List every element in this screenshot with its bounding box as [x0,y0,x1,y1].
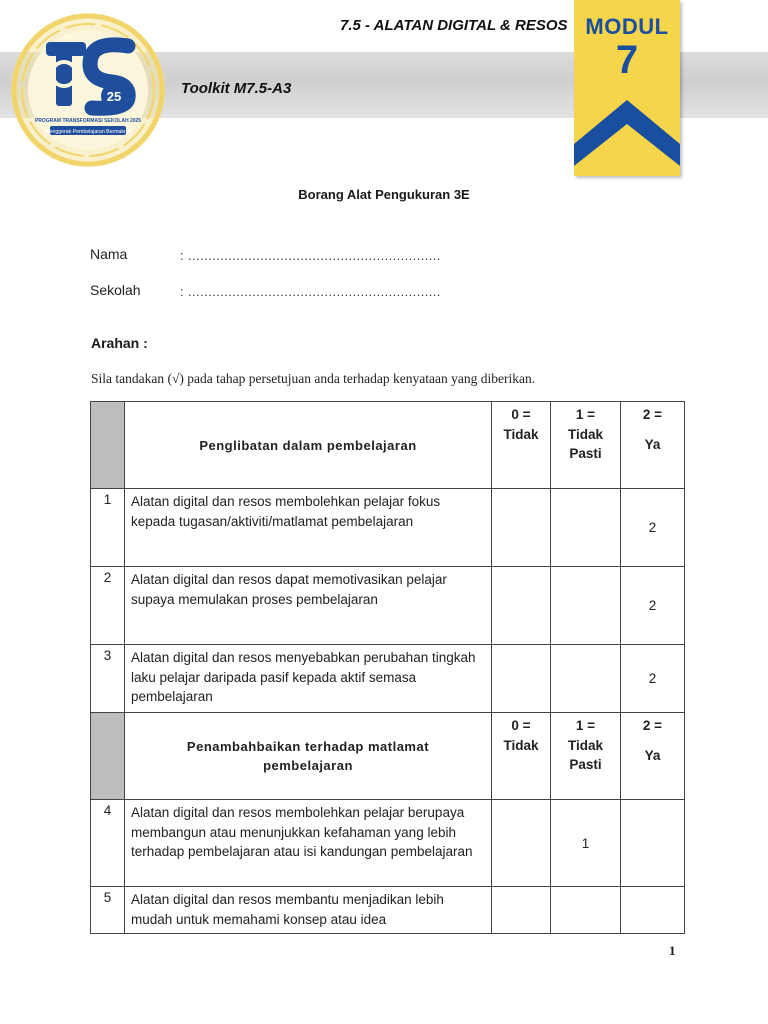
scale-header-0: 0 = Tidak [492,402,551,489]
row-number: 4 [91,800,125,887]
row-number: 5 [91,887,125,934]
section-header-row [91,713,685,800]
logo-line2: Penggerak Pembelajaran Bermakna [46,129,130,135]
scale-header-1: 1 = Tidak Pasti [551,713,621,800]
scale-header-0: 0 = Tidak [492,713,551,800]
arahan-heading: Arahan : [91,335,148,351]
row-statement: Alatan digital dan resos dapat memotivasikan pelajar supaya memulakan proses pembelajaran [125,567,492,645]
nama-field[interactable]: : ............................................................... [180,248,441,263]
toolkit-code: Toolkit M7.5-A3 [181,80,292,97]
badge-word: MODUL [585,14,669,39]
answer-cell-0[interactable] [492,887,551,934]
table-row [91,567,685,645]
section-marker [91,713,125,800]
ts25-logo [8,10,168,170]
scale-header-2: 2 = Ya [621,402,685,489]
answer-cell-2[interactable] [621,887,685,934]
answer-cell-2[interactable]: 2 [621,567,685,645]
answer-cell-1[interactable] [551,645,621,713]
scale-header-1: 1 = Tidak Pasti [551,402,621,489]
answer-cell-1[interactable] [551,887,621,934]
logo-line1: PROGRAM TRANSFORMASI SEKOLAH 2025 [34,118,142,124]
section-title: Penambahbaikan terhadap matlamat pembelajaran [125,713,492,800]
nama-label: Nama [90,246,128,262]
answer-cell-2[interactable] [621,800,685,887]
answer-cell-1[interactable] [551,567,621,645]
badge-number: 7 [615,38,639,82]
row-number: 3 [91,645,125,713]
row-statement: Alatan digital dan resos membolehkan pelajar fokus kepada tugasan/aktiviti/matlamat pembelajaran [125,489,492,567]
chevron-up-icon [574,100,680,166]
row-statement: Alatan digital dan resos menyebabkan perubahan tingkah laku pelajar daripada pasif kepada aktif semasa pembelajaran [125,645,492,713]
table-row [91,645,685,713]
answer-cell-1[interactable] [551,489,621,567]
sekolah-field[interactable]: : ............................................................... [180,284,441,299]
section-marker [91,402,125,489]
scale-header-2: 2 = Ya [621,713,685,800]
answer-cell-0[interactable] [492,645,551,713]
section-header-row [91,402,685,489]
row-statement: Alatan digital dan resos membantu menjadikan lebih mudah untuk memahami konsep atau idea [125,887,492,934]
answer-cell-2[interactable]: 2 [621,645,685,713]
table-row [91,800,685,887]
logo-number: 25 [106,89,122,104]
row-number: 1 [91,489,125,567]
answer-cell-2[interactable]: 2 [621,489,685,567]
sekolah-label: Sekolah [90,282,141,298]
answer-cell-0[interactable] [492,489,551,567]
modul-badge [574,0,680,176]
form-title: Borang Alat Pengukuran 3E [298,187,470,202]
row-statement: Alatan digital dan resos membolehkan pelajar berupaya membangun atau menunjukkan kefahaman yang lebih terhadap pembelajaran atau isi kandungan pembelajaran [125,800,492,887]
page-number: 1 [669,943,676,958]
answer-cell-1[interactable]: 1 [551,800,621,887]
answer-cell-0[interactable] [492,567,551,645]
assessment-table [90,401,685,934]
row-number: 2 [91,567,125,645]
table-row [91,887,685,934]
document-title: 7.5 - ALATAN DIGITAL & RESOS [340,17,568,34]
section-title: Penglibatan dalam pembelajaran [125,402,492,489]
table-row [91,489,685,567]
instruction-text: Sila tandakan (√) pada tahap persetujuan anda terhadap kenyataan yang diberikan. [91,371,536,386]
answer-cell-0[interactable] [492,800,551,887]
